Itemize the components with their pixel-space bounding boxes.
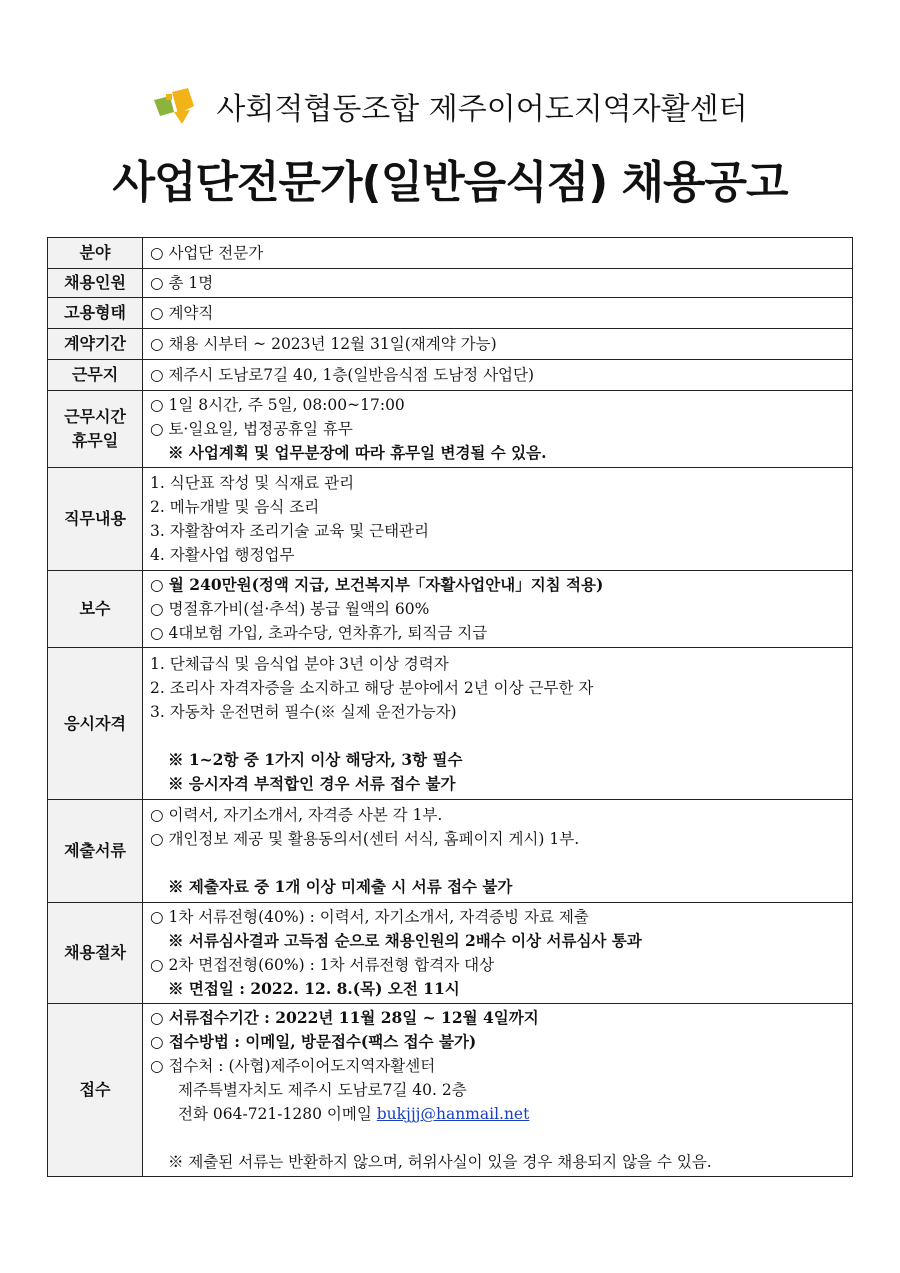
label-headcount: 채용인원 [48,269,143,298]
process-note-1: ※ 서류심사결과 고득점 순으로 채용인원의 2배수 이상 서류심사 통과 [168,931,642,950]
label-qualification: 응시자격 [48,648,143,800]
content-application [143,1004,853,1177]
label-period: 계약기간 [48,329,143,360]
application-footer-note: ※ 제출된 서류는 반환하지 않으며, 허위사실이 있을 경우 채용되지 않을 수 있음. [168,1153,712,1171]
pay-main: ○ 월 240만원(정액 지급, 보건복지부「자활사업안내」지침 적용) [150,575,604,594]
duty-item: 4. 자활사업 행정업무 [150,546,295,564]
row-hours [48,391,853,468]
application-method: ○ 접수방법 : 이메일, 방문접수(팩스 접수 불가) [150,1032,477,1051]
content-documents [143,800,853,903]
row-duties [48,468,853,571]
label-hours-1: 근무시간 [64,407,126,426]
spacer [150,851,845,875]
application-address: 제주특별자치도 제주시 도남로7길 40. 2층 [178,1081,467,1099]
row-application [48,1004,853,1177]
content-field [143,238,853,269]
process-step-1: ○ 1차 서류전형(40%) : 이력서, 자기소개서, 자격증빙 자료 제출 [150,908,589,926]
row-pay [48,571,853,648]
content-period [143,329,853,360]
row-process [48,903,853,1004]
duty-item: 1. 식단표 작성 및 식재료 관리 [150,474,355,492]
application-period: ○ 서류접수기간 : 2022년 11월 28일 ~ 12월 4일까지 [150,1008,539,1027]
headcount-value: ○ 총 1명 [150,274,214,292]
row-qualification [48,648,853,800]
qualification-item: 2. 조리사 자격자증을 소지하고 해당 분야에서 2년 이상 근무한 자 [150,678,594,697]
hours-line: ○ 토·일요일, 법정공휴일 휴무 [150,420,353,438]
org-name: 사회적협동조합 제주이어도지역자활센터 [216,92,748,127]
content-hours [143,391,853,468]
org-logo-icon [152,86,202,126]
qualification-item: 3. 자동차 운전면허 필수(※ 실제 운전가능자) [150,702,457,721]
page-title: 사업단전문가(일반음식점) 채용공고 [112,157,788,208]
location-value: ○ 제주시 도남로7길 40, 1층(일반음식점 도남정 사업단) [150,366,535,384]
label-duties: 직무내용 [48,468,143,571]
row-headcount [48,269,853,298]
pay-item: ○ 명절휴가비(설·추석) 봉급 월액의 60% [150,600,430,618]
label-documents: 제출서류 [48,800,143,903]
qualification-note: ※ 응시자격 부적합인 경우 서류 접수 불가 [168,773,456,793]
application-contact [150,1102,845,1126]
employment-value: ○ 계약직 [150,304,214,322]
label-application: 접수 [48,1004,143,1177]
pay-item: ○ 4대보험 가입, 초과수당, 연차휴가, 퇴직금 지급 [150,624,488,642]
content-pay [143,571,853,648]
hours-line: ○ 1일 8시간, 주 5일, 08:00~17:00 [150,396,405,414]
email-link[interactable]: bukjjj@hanmail.net [376,1105,530,1123]
label-hours-2: 휴무일 [71,431,119,450]
label-process: 채용절차 [48,903,143,1004]
process-note-2: ※ 면접일 : 2022. 12. 8.(목) 오전 11시 [168,979,460,998]
document-item: ○ 개인정보 제공 및 활용동의서(센터 서식, 홈페이지 게시) 1부. [150,830,580,848]
content-employment [143,298,853,329]
label-location: 근무지 [48,360,143,391]
content-duties [143,468,853,571]
row-field [48,238,853,269]
label-hours [48,391,143,468]
documents-note: ※ 제출자료 중 1개 이상 미제출 시 서류 접수 불가 [168,877,513,896]
field-value: ○ 사업단 전문가 [150,244,264,262]
content-headcount [143,269,853,298]
application-phone: 전화 064-721-1280 이메일 [178,1105,372,1123]
hours-note: ※ 사업계획 및 업무분장에 따라 휴무일 변경될 수 있음. [168,443,547,462]
notice-header [0,80,900,210]
label-field: 분야 [48,238,143,269]
process-step-2: ○ 2차 면접전형(60%) : 1차 서류전형 합격자 대상 [150,956,495,974]
label-employment: 고용형태 [48,298,143,329]
duty-item: 3. 자활참여자 조리기술 교육 및 근태관리 [150,522,429,540]
period-value: ○ 채용 시부터 ~ 2023년 12월 31일(재계약 가능) [150,335,497,353]
duty-item: 2. 메뉴개발 및 음식 조리 [150,498,320,516]
spacer [150,724,845,748]
notice-table [47,237,853,1177]
org-line [0,80,900,132]
qualification-item: 1. 단체급식 및 음식업 분야 3년 이상 경력자 [150,654,449,673]
spacer [150,1126,845,1150]
row-location [48,360,853,391]
content-qualification [143,648,853,800]
label-pay: 보수 [48,571,143,648]
document-item: ○ 이력서, 자기소개서, 자격증 사본 각 1부. [150,806,443,824]
row-documents [48,800,853,903]
content-location [143,360,853,391]
row-employment [48,298,853,329]
qualification-note: ※ 1~2항 중 1가지 이상 해당자, 3항 필수 [168,749,463,769]
application-place: ○ 접수처 : (사협)제주이어도지역자활센터 [150,1057,436,1075]
content-process [143,903,853,1004]
row-period [48,329,853,360]
